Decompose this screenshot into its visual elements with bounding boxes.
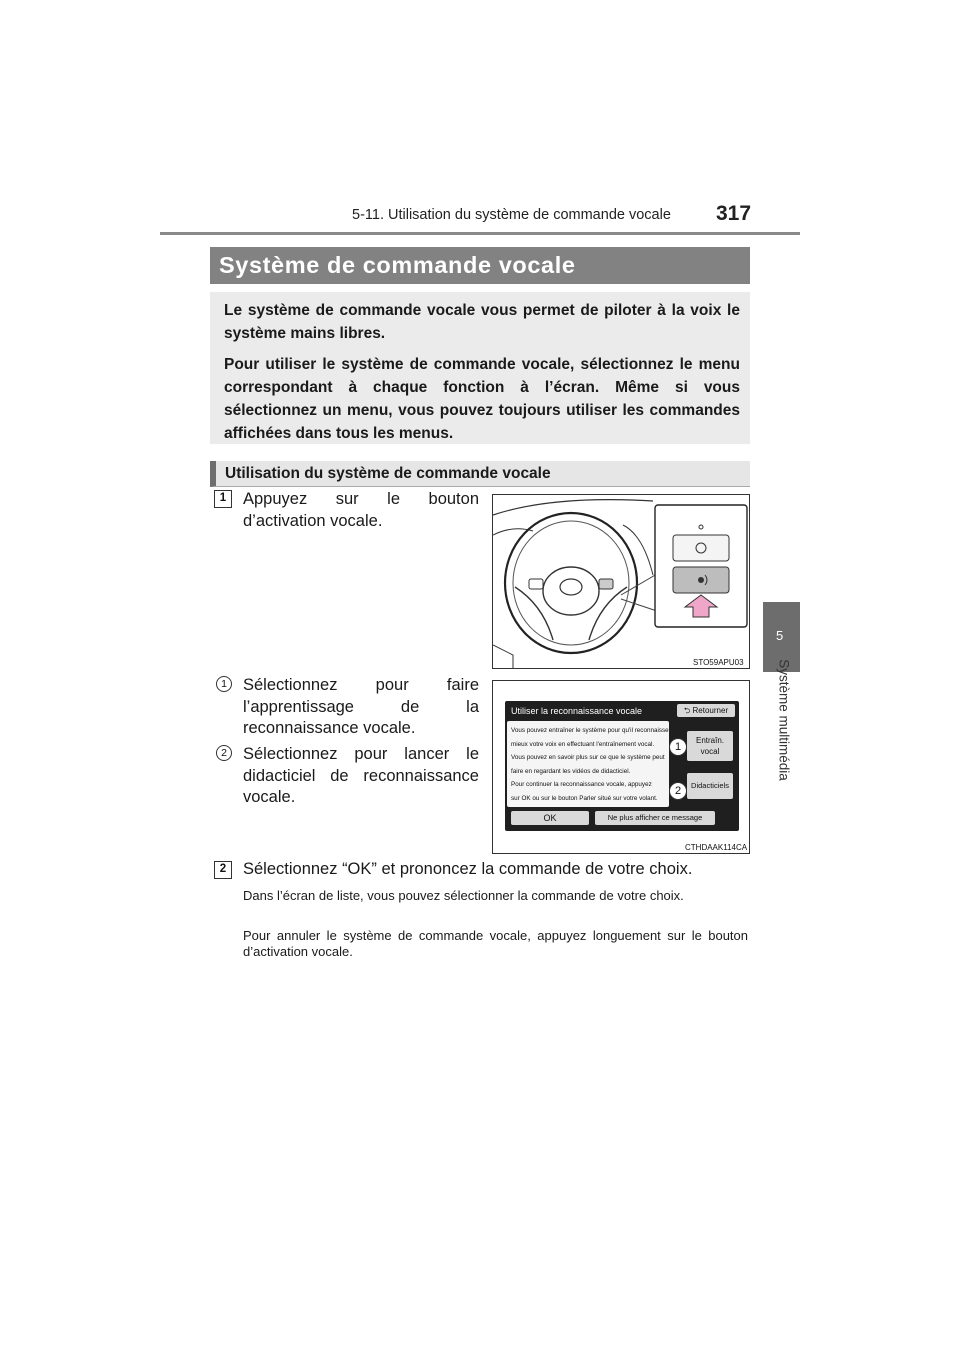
voice-training-label-2: vocal xyxy=(700,747,720,756)
item-2-text: Sélectionnez pour lancer le didacticiel de reconnaissance vocale. xyxy=(243,745,479,806)
step-1-text: Appuyez sur le bouton d’activation vocale. xyxy=(243,490,479,530)
step-2-marker: 2 xyxy=(214,861,232,879)
intro-paragraph-2: Pour utiliser le système de commande vocale, sélectionnez le menu correspondant à chaque fonction à l’écran. Même si vous sélectionnez un menu, vous pouvez toujours utiliser les commandes affichées dans tous les menus. xyxy=(224,356,740,442)
step-1-marker: 1 xyxy=(214,490,232,508)
callout-2: 2 xyxy=(669,782,687,800)
message-line-6: sur OK ou sur le bouton Parler situé sur votre volant. xyxy=(511,794,658,802)
steering-wheel-illustration xyxy=(493,495,749,668)
back-button[interactable] xyxy=(677,704,735,717)
steering-wheel-figure xyxy=(492,494,750,669)
message-panel xyxy=(507,721,669,807)
page-title: Système de commande vocale xyxy=(210,247,750,284)
note-2: Pour annuler le système de commande vocale, appuyez longuement sur le bouton d’activation vocale. xyxy=(243,928,748,959)
page-number: 317 xyxy=(716,202,752,225)
back-button-label: Retourner xyxy=(692,706,729,715)
callout-1: 1 xyxy=(669,738,687,756)
step-2-text: Sélectionnez “OK” et prononcez la commande de votre choix. xyxy=(243,860,693,878)
intro-box xyxy=(210,292,750,444)
message-line-4: faire en regardant les vidéos de didacticiel. xyxy=(511,767,631,775)
header-rule xyxy=(160,232,800,235)
chapter-number: 5 xyxy=(776,628,784,643)
voice-screen-figure xyxy=(492,680,750,854)
sub-heading: Utilisation du système de commande vocale xyxy=(210,461,750,487)
figure-2-code: CTHDAAK114CA xyxy=(685,843,748,852)
message-line-3: Vous pouvez en savoir plus sur ce que le système peut xyxy=(511,754,665,762)
item-1-marker: 1 xyxy=(216,676,232,692)
tutorial-button[interactable]: Didacticiels xyxy=(687,773,733,799)
figure-1-code: STO59APU03 xyxy=(693,658,744,667)
note-1: Dans l’écran de liste, vous pouvez sélectionner la commande de votre choix. xyxy=(243,888,684,903)
screen-display xyxy=(505,701,739,831)
message-line-1: Vous pouvez entraîner le système pour qu'il reconnaisse xyxy=(511,727,669,734)
intro-paragraph-1: Le système de commande vocale vous permet de piloter à la voix le système mains libres. xyxy=(224,302,740,342)
item-1-text: Sélectionnez pour faire l’apprentissage de la reconnaissance vocale. xyxy=(243,676,479,737)
voice-training-button[interactable] xyxy=(687,731,733,761)
back-arrow-icon: ⮌ xyxy=(683,706,693,715)
message-line-5: Pour continuer la reconnaissance vocale, appuyez xyxy=(511,781,652,789)
screen-title: Utiliser la reconnaissance vocale xyxy=(511,706,643,716)
message-line-2: mieux votre voix en effectuant l'entraînement vocal. xyxy=(511,740,655,748)
item-2-marker: 2 xyxy=(216,745,232,761)
chapter-label: Système multimédia xyxy=(776,659,792,781)
section-title: 5-11. Utilisation du système de commande vocale xyxy=(352,207,671,223)
ok-button[interactable]: OK xyxy=(511,811,589,825)
hide-message-button[interactable]: Ne plus afficher ce message xyxy=(595,811,715,825)
voice-training-label-1: Entraîn. xyxy=(695,736,724,745)
